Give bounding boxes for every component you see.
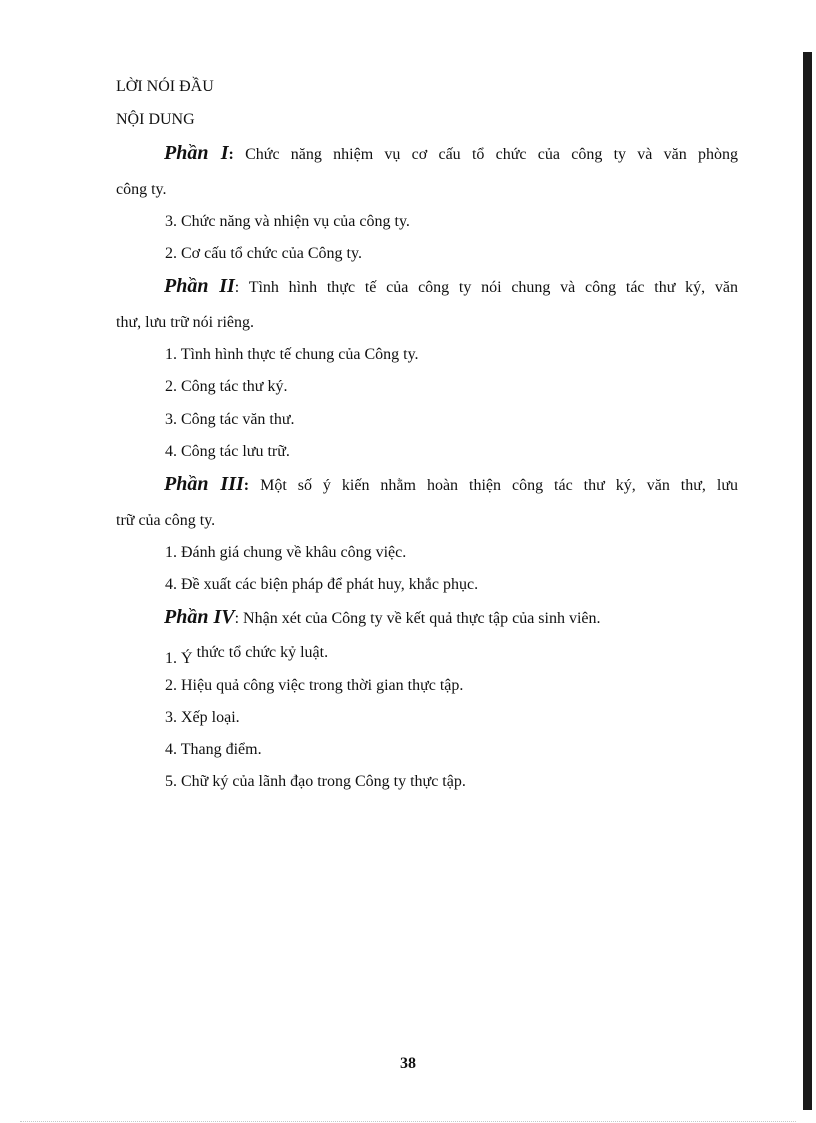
list-item: 3. Chức năng và nhiện vụ của công ty.	[165, 213, 410, 230]
part-1-heading: Phần I: Chức năng nhiệm vụ cơ cấu tổ chức của công ty và văn phòng	[164, 142, 739, 164]
list-item: 4. Công tác lưu trữ.	[165, 443, 290, 460]
part-1-title-cont: công ty.	[116, 181, 167, 198]
part-2-title: Tình hình thực tế của công ty nói chung và công tác thư ký, văn	[239, 279, 738, 296]
list-item: 5. Chữ ký của lãnh đạo trong Công ty thực tập.	[165, 773, 466, 790]
list-item: 4. Thang điểm.	[165, 741, 262, 758]
heading-content: NỘI DUNG	[116, 111, 195, 128]
list-item: 2. Công tác thư ký.	[165, 378, 288, 395]
part-3-name: Phần III	[164, 473, 244, 495]
list-item: 1. Đánh giá chung về khâu công việc.	[165, 544, 407, 561]
list-item: 4. Đề xuất các biện pháp để phát huy, khắc phục.	[165, 576, 479, 593]
list-item: 2. Hiệu quả công việc trong thời gian thực tập.	[165, 677, 464, 694]
list-item: 2. Cơ cấu tổ chức của Công ty.	[165, 245, 362, 262]
part-4-heading: Phần IV: Nhận xét của Công ty về kết quả thực tập của sinh viên.	[164, 606, 601, 628]
part-2-name: Phần II	[164, 275, 235, 297]
list-item: 1. Tình hình thực tế chung của Công ty.	[165, 346, 419, 363]
page-edge	[20, 1121, 796, 1122]
list-item: 1. Ý thức tổ chức kỷ luật.	[165, 644, 329, 667]
part-4-name: Phần IV	[164, 606, 235, 628]
part-2-heading: Phần II: Tình hình thực tế của công ty nói chung và công tác thư ký, văn	[164, 275, 738, 297]
page-shadow	[803, 52, 812, 1110]
part-3-title-cont: trữ của công ty.	[116, 512, 216, 529]
list-item: 3. Công tác văn thư.	[165, 411, 295, 428]
part-1-name: Phần I	[164, 142, 229, 164]
heading-intro: LỜI NÓI ĐẦU	[116, 78, 214, 95]
list-item: 3. Xếp loại.	[165, 709, 240, 726]
part-3-heading: Phần III: Một số ý kiến nhằm hoàn thiện công tác thư ký, văn thư, lưu	[164, 473, 739, 495]
part-3-title: Một số ý kiến nhằm hoàn thiện công tác thư ký, văn thư, lưu	[249, 477, 739, 494]
part-4-title: Nhận xét của Công ty về kết quả thực tập của sinh viên.	[239, 610, 601, 627]
part-2-title-cont: thư, lưu trữ nói riêng.	[116, 314, 254, 331]
part-1-title: Chức năng nhiệm vụ cơ cấu tổ chức của công ty và văn phòng	[233, 146, 739, 163]
page-number: 38	[400, 1055, 416, 1072]
